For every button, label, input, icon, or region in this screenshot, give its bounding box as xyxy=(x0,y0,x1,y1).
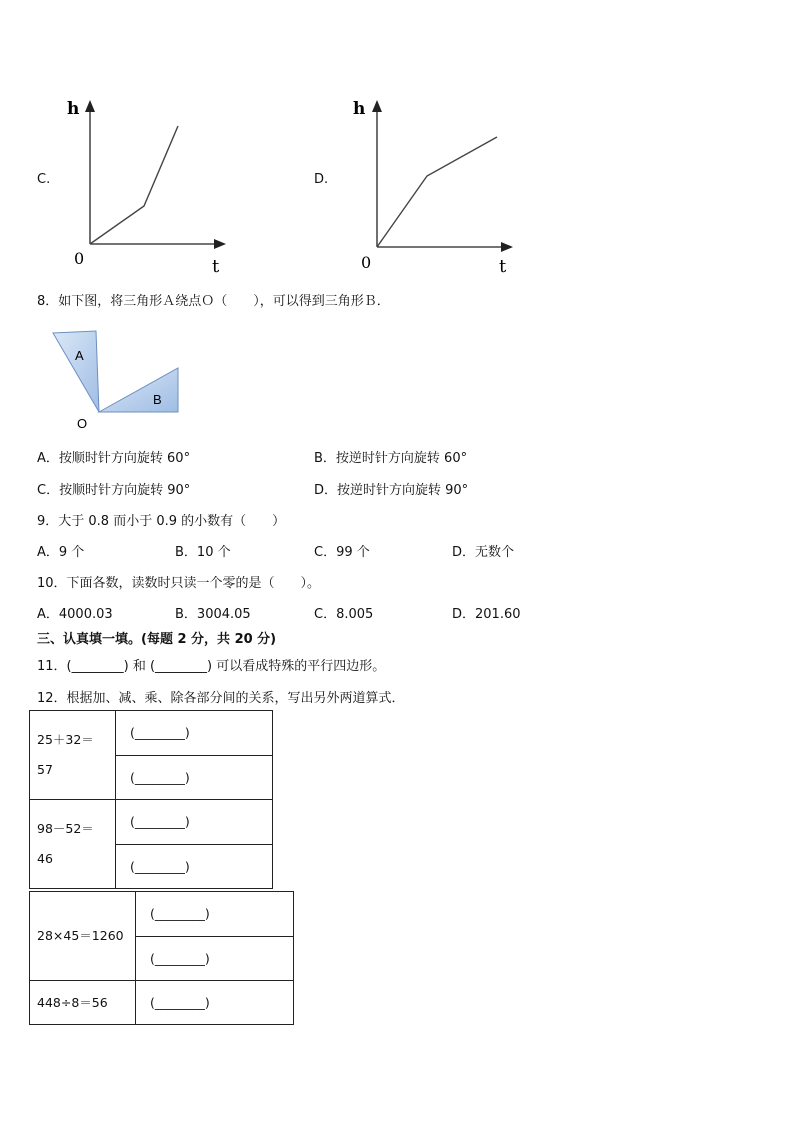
graph-c-origin-label: 0 xyxy=(74,249,85,268)
q12-stem: 12．根据加、减、乘、除各部分间的关系，写出另外两道算式． xyxy=(37,691,405,706)
q10-option-a[interactable]: A．4000.03 xyxy=(37,607,113,622)
q9-option-c[interactable]: C．99 个 xyxy=(314,545,370,560)
graph-c-option-label: C. xyxy=(37,172,51,187)
section-3-heading: 三、认真填一填。(每题 2 分，共 20 分) xyxy=(37,632,277,647)
q12-row2-blank2[interactable]: (________) xyxy=(116,844,273,889)
q11-text[interactable]: 11．(________) 和 (________) 可以看成特殊的平行四边形。 xyxy=(37,659,386,674)
q12-row3-equation: 28×45＝1260 xyxy=(30,892,136,981)
q12-row2-line2: 46 xyxy=(37,851,53,866)
q12-row1-equation xyxy=(30,711,116,800)
q10-option-b[interactable]: B．3004.05 xyxy=(175,607,251,622)
q12-row3-blank2[interactable]: (________) xyxy=(136,936,294,981)
graph-d-origin-label: 0 xyxy=(361,253,372,272)
q12-row1-line1: 25＋32＝ xyxy=(37,732,94,747)
q12-row1-blank2[interactable]: (________) xyxy=(116,755,273,800)
q12-row1-line2: 57 xyxy=(37,762,53,777)
q9-stem: 9．大于 0.8 而小于 0.9 的小数有（ ） xyxy=(37,514,286,529)
triangle-rotation-figure xyxy=(45,325,190,433)
graph-d xyxy=(347,92,522,277)
q12-table-part2 xyxy=(29,891,294,1025)
q9-option-d[interactable]: D．无数个 xyxy=(452,545,515,560)
graph-c-y-label: h xyxy=(67,99,80,119)
triangle-b xyxy=(99,368,178,412)
triangle-a xyxy=(53,331,99,412)
q12-row3-blank1[interactable]: (________) xyxy=(136,892,294,937)
q12-row2-blank1[interactable]: (________) xyxy=(116,800,273,845)
triangle-a-label: A xyxy=(75,348,84,363)
q8-option-c[interactable]: C．按顺时针方向旋转 90° xyxy=(37,483,191,498)
q8-option-a[interactable]: A．按顺时针方向旋转 60° xyxy=(37,451,191,466)
graph-d-x-label: t xyxy=(499,256,507,277)
graph-d-y-label: h xyxy=(353,99,366,119)
q8-stem: 8．如下图，将三角形Ａ绕点Ｏ（ ），可以得到三角形Ｂ． xyxy=(37,294,390,309)
q12-row2-equation xyxy=(30,800,116,889)
q12-row4-blank1[interactable]: (________) xyxy=(136,981,294,1025)
graph-d-option-label: D. xyxy=(314,172,329,187)
q10-stem: 10．下面各数，读数时只读一个零的是（ ）。 xyxy=(37,576,321,591)
q8-option-d[interactable]: D．按逆时针方向旋转 90° xyxy=(314,483,469,498)
q10-option-d[interactable]: D．201.60 xyxy=(452,607,521,622)
q12-table-part1 xyxy=(29,710,273,889)
q10-option-c[interactable]: C．8.005 xyxy=(314,607,374,622)
q9-option-b[interactable]: B．10 个 xyxy=(175,545,231,560)
q12-row2-line1: 98－52＝ xyxy=(37,821,94,836)
triangle-b-label: B xyxy=(153,392,162,407)
q8-option-b[interactable]: B．按逆时针方向旋转 60° xyxy=(314,451,468,466)
q9-option-a[interactable]: A．9 个 xyxy=(37,545,85,560)
graph-c-x-label: t xyxy=(212,256,220,277)
q12-row1-blank1[interactable]: (________) xyxy=(116,711,273,756)
point-o-label: O xyxy=(77,416,88,431)
q12-row4-equation: 448÷8＝56 xyxy=(30,981,136,1025)
graph-c xyxy=(60,92,235,277)
